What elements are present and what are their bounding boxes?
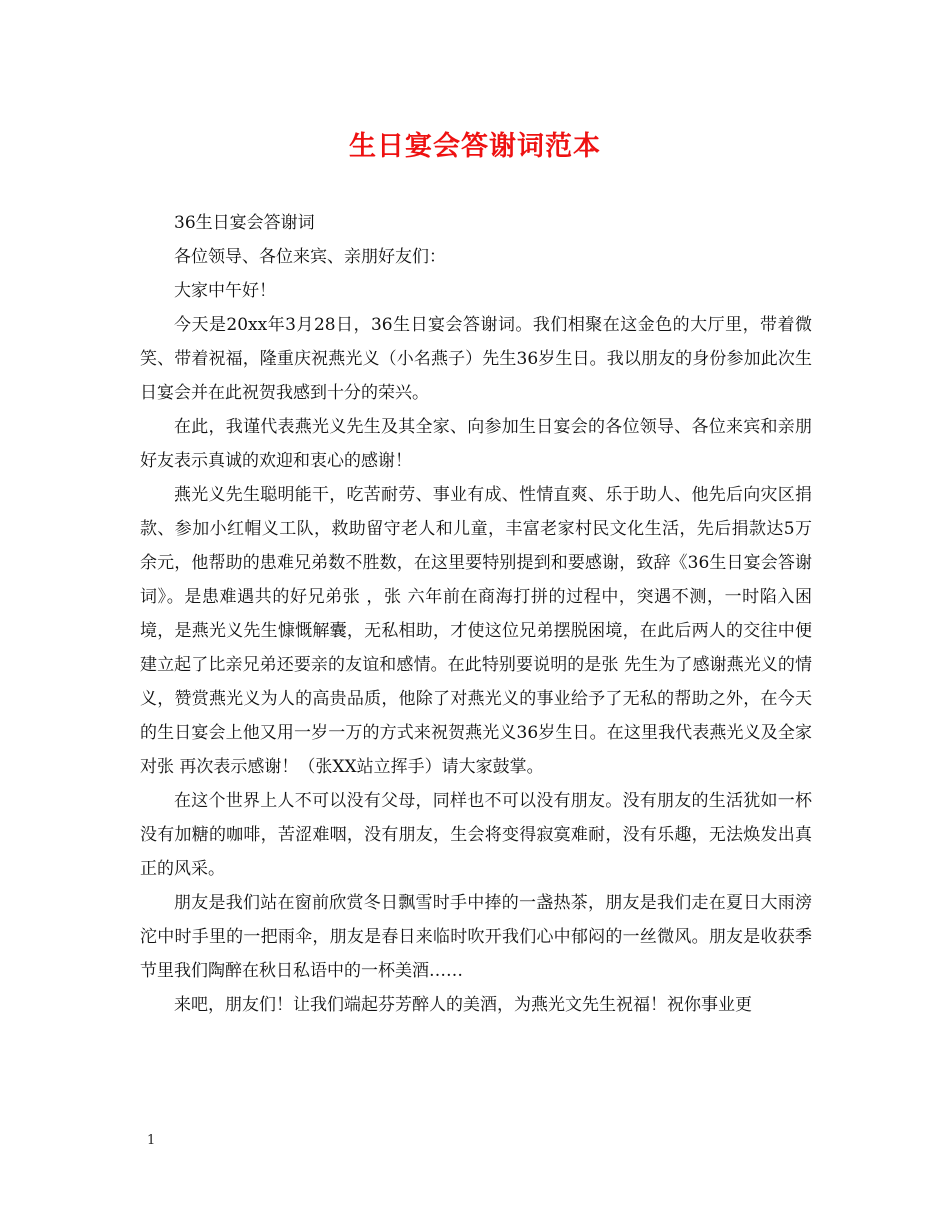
paragraph-friends-metaphor: 朋友是我们站在窗前欣赏冬日飘雪时手中捧的一盏热茶，朋友是我们走在夏日大雨滂沱中时手里的一把雨伞，朋友是春日来临时吹开我们心中郁闷的一丝微风。朋友是收获季节里我们陶醉在秋日私语中的一杯美酒……: [140, 893, 812, 981]
document-title: 生日宴会答谢词范本: [349, 131, 601, 162]
paragraph-salutation: 各位领导、各位来宾、亲朋好友们：: [174, 247, 446, 267]
paragraph-friendship: 在这个世界上人不可以没有父母，同样也不可以没有朋友。没有朋友的生活犹如一杯没有加糖的咖啡，苦涩难咽，没有朋友，生会将变得寂寞难耐，没有乐趣，无法焕发出真正的风采。: [140, 791, 812, 879]
paragraph-welcome: 在此，我谨代表燕光义先生及其全家、向参加生日宴会的各位领导、各位来宾和亲朋好友表示真诚的欢迎和衷心的感谢！: [140, 417, 812, 471]
paragraph-intro: 今天是20xx年3月28日，36生日宴会答谢词。我们相聚在这金色的大厅里，带着微笑、带着祝福，隆重庆祝燕光义（小名燕子）先生36岁生日。我以朋友的身份参加此次生日宴会并在此祝贺我感到十分的荣兴。: [140, 315, 812, 403]
page-number: 1: [147, 1133, 156, 1148]
paragraph-toast: 来吧，朋友们！让我们端起芬芳醉人的美酒，为燕光文先生祝福！祝你事业更: [174, 995, 752, 1015]
paragraph-tribute: 燕光义先生聪明能干，吃苦耐劳、事业有成、性情直爽、乐于助人、他先后向灾区捐款、参加小红帽义工队，救助留守老人和儿童，丰富老家村民文化生活，先后捐款达5万余元，他帮助的患难兄弟数不胜数，在这里要特别提到和要感谢，致辞《36生日宴会答谢词》。是患难遇共的好兄弟张 ，张 六年前在商海打拼的过程中，突遇不测，一时陷入困境，是燕光义先生慷慨解囊，无私相助，才使这位兄弟摆脱困境，在此后两人的交往中便建立起了比亲兄弟还要亲的友谊和感情。在此特别要说明的是张 先生为了感谢燕光义的情义，赞赏燕光义为人的高贵品质，他除了对燕光义的事业给予了无私的帮助之外，在今天的生日宴会上他又用一岁一万的方式来祝贺燕光义36岁生日。在这里我代表燕光义及全家对张 再次表示感谢！（张XX站立挥手）请大家鼓掌。: [140, 485, 812, 777]
paragraph-greeting: 大家中午好！: [174, 281, 276, 301]
document-body: [140, 206, 812, 1022]
paragraph-heading: 36生日宴会答谢词: [174, 213, 315, 233]
